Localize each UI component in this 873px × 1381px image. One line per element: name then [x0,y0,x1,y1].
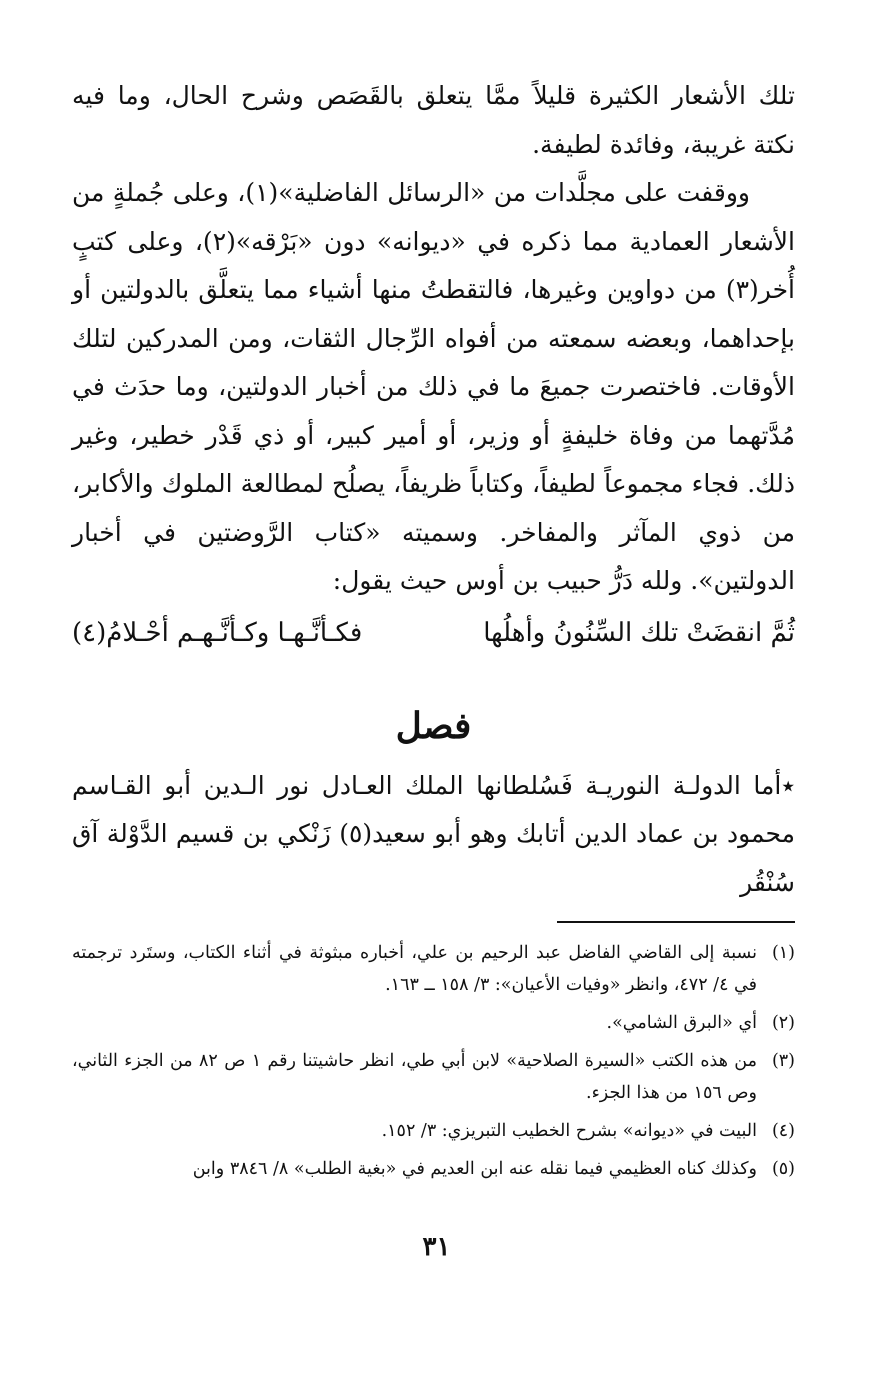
footnote-text: البيت في «ديوانه» بشرح الخطيب التبريزي: ٣/ ١٥٢. [381,1121,757,1141]
footnote-2 [72,1007,795,1039]
footnote-text: وكذلك كناه العظيمي فيما نقله عنه ابن العديم في «بغية الطلب» ٨/ ٣٨٤٦ وابن [192,1159,757,1179]
paragraph-sources: ووقفت على مجلَّدات من «الرسائل الفاضلية»(١)، وعلى جُملةٍ من الأشعار العمادية مما ذكره في «ديوانه» دون «بَرْقه»(٢)، وعلى كتبٍ أُخر(٣) من دواوين وغيرها، فالتقطتُ منها أشياء مما يتعلَّق بالدولتين أو بإحداهما، وبعضه سمعته من أفواه الرِّجال الثقات، ومن المدركين لتلك الأوقات. فاختصرت جميعَ ما في ذلك من أخبار الدولتين، وما حدَث في مُدَّتهما من وفاة خليفةٍ أو وزير، أو أمير كبير، أو ذي قَدْر خطير، وغير ذلك. فجاء مجموعاً لطيفاً، وكتاباً ظريفاً، يصلُح لمطالعة الملوك والأكابر، من ذوي المآثر والمفاخر. وسميته «كتاب الرَّوضتين في أخبار الدولتين». ولله دَرُّ حبيب بن أوس حيث يقول: [72,178,795,595]
footnote-separator [557,921,795,923]
section-paragraph: ٭أما الدولـة النوريـة فَسُلطانها الملك العـادل نور الـدين أبو القـاسم محمود بن عماد الدين أتابك وهو أبو سعيد(٥) زَنْكي بن قسيم الدَّوْلة آق سُنْقُر [72,770,795,897]
footnote-number: (٣) [771,1051,795,1071]
section-heading: فصل [395,704,472,747]
verse-second-hemistich: فكـأنَّـهـا وكـأنَّـهـم أحْـلامُ(٤) [72,617,363,648]
page-number: ٣١ [422,1232,451,1262]
footnote-text: نسبة إلى القاضي الفاضل عبد الرحيم بن علي، أخباره مبثوثة في أثناء الكتاب، وستَرد ترجمته في ٤/ ٤٧٢، وانظر «وفيات الأعيان»: ٣/ ١٥٨ ــ ١٦٣. [72,943,757,995]
footnote-text: أي «البرق الشامي». [606,1013,757,1033]
footnote-number: (١) [771,943,795,963]
verse-first-hemistich: ثُمَّ انقضَتْ تلك السِّنُونُ وأهلُها [483,617,795,648]
footnote-4 [72,1115,795,1147]
poetry-verse [72,608,795,658]
footnote-text: من هذه الكتب «السيرة الصلاحية» لابن أبي طي، انظر حاشيتنا رقم ١ ص ٨٢ من الجزء الثاني، وص ١٥٦ من هذا الجزء. [72,1051,757,1103]
footnote-3 [72,1045,795,1109]
paragraph-intro: تلك الأشعار الكثيرة قليلاً ممَّا يتعلق بالقَصَص وشرح الحال، وما فيه نكتة غريبة، وفائدة لطيفة. [72,81,795,159]
footnote-1 [72,937,795,1001]
main-text [72,72,795,606]
footnote-number: (٢) [771,1013,795,1033]
section-text [72,762,795,908]
footnotes [72,937,795,1191]
footnote-number: (٥) [771,1159,795,1179]
footnote-5 [72,1153,795,1185]
footnote-number: (٤) [771,1121,795,1141]
